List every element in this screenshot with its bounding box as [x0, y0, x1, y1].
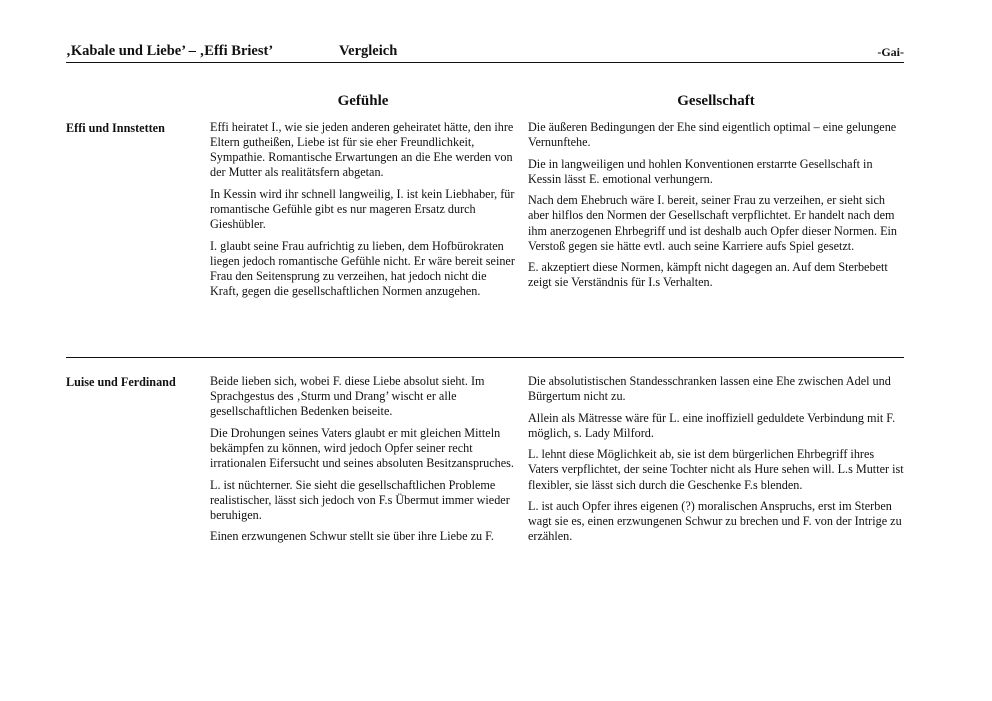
row-label-luise-ferdinand: Luise und Ferdinand	[66, 375, 176, 389]
column-heading-feelings: Gefühle	[337, 93, 389, 109]
paragraph: I. glaubt seine Frau aufrichtig zu lieben, dem Hofbürokraten liegen jedoch romantische Gefühle nicht. Er wäre bereit seiner Frau den Seitensprung zu verzeihen, hat jedoch nicht die Kraft, gegen die gesellschaftlichen Normen anzugehen.	[210, 238, 515, 298]
author-mark: -Gai-	[877, 45, 904, 59]
paragraph: L. ist nüchterner. Sie sieht die gesellschaftlichen Probleme realistischer, lässt sich jedoch von F.s Übermut immer wieder beruhigen.	[210, 477, 510, 522]
row-label-effi-innstetten: Effi und Innstetten	[66, 121, 165, 135]
paragraph: L. lehnt diese Möglichkeit ab, sie ist dem bürgerlichen Ehrbegriff ihres Vaters verpflichtet, der seine Tochter nicht als Hure sehen will. L.s Mutter ist flexibler, sie lässt sich durch die Geschenke F.s blenden.	[528, 447, 904, 492]
cell-effi-feelings	[210, 120, 516, 306]
paragraph: In Kessin wird ihr schnell langweilig, I. ist kein Liebhaber, für romantische Gefühle gibt es nur mageren Ersatz durch Gieshübler.	[210, 186, 515, 232]
row-divider	[66, 357, 904, 358]
document-title: ‚Kabale und Liebe’ – ‚Effi Briest’	[66, 43, 274, 59]
cell-luise-society	[528, 374, 904, 551]
paragraph: Effi heiratet I., wie sie jeden anderen geheiratet hätte, den ihre Eltern gutheißen, Liebe ist für sie eher Freundlichkeit, Sympathie. Romantische Erwartungen an die Ehe werden von der Mutter als realitätsfern abgetan.	[210, 120, 514, 180]
paragraph: Die äußeren Bedingungen der Ehe sind eigentlich optimal – eine gelungene Vernunftehe.	[528, 120, 897, 150]
paragraph: Die in langweiligen und hohlen Konventionen erstarrte Gesellschaft in Kessin lässt E. emotional verhungern.	[528, 156, 873, 186]
cell-luise-feelings	[210, 374, 516, 551]
paragraph: Allein als Mätresse wäre für L. eine inoffiziell geduldete Verbindung mit F. möglich, s. Lady Milford.	[528, 410, 896, 440]
column-heading-society: Gesellschaft	[677, 93, 755, 109]
paragraph: Beide lieben sich, wobei F. diese Liebe absolut sieht. Im Sprachgestus des ‚Sturm und Drang’ wischt er alle gesellschaftlichen Bedenken beiseite.	[210, 374, 485, 419]
paragraph: L. ist auch Opfer ihres eigenen (?) moralischen Anspruchs, erst im Sterben wagt sie es, einen erzwungenen Schwur zu brechen und F. von der Intrige zu erzählen.	[528, 499, 902, 544]
paragraph: E. akzeptiert diese Normen, kämpft nicht dagegen an. Auf dem Sterbebett zeigt sie Verständnis für I.s Verhalten.	[528, 260, 888, 290]
cell-effi-society	[528, 120, 904, 297]
paragraph: Nach dem Ehebruch wäre I. bereit, seiner Frau zu verzeihen, er sieht sich aber hilflos den Normen der Gesellschaft verpflichtet. Er handelt nach dem ihm anerzogenen Ehrbegriff und ist deshalb auch Opfer dieser Normen. Ein Verstoß gegen sie hätte evtl. auch seine Karriere aufs Spiel gesetzt.	[528, 193, 897, 253]
paragraph: Die Drohungen seines Vaters glaubt er mit gleichen Mitteln bekämpfen zu können, wird jedoch Opfer seiner recht irrationalen Eifersucht und seines absoluten Besitzanspruches.	[210, 425, 514, 470]
document-subtitle: Vergleich	[339, 43, 398, 59]
page-header	[66, 42, 904, 63]
paragraph: Einen erzwungenen Schwur stellt sie über ihre Liebe zu F.	[210, 529, 494, 544]
paragraph: Die absolutistischen Standesschranken lassen eine Ehe zwischen Adel und Bürgertum nicht zu.	[528, 374, 891, 404]
